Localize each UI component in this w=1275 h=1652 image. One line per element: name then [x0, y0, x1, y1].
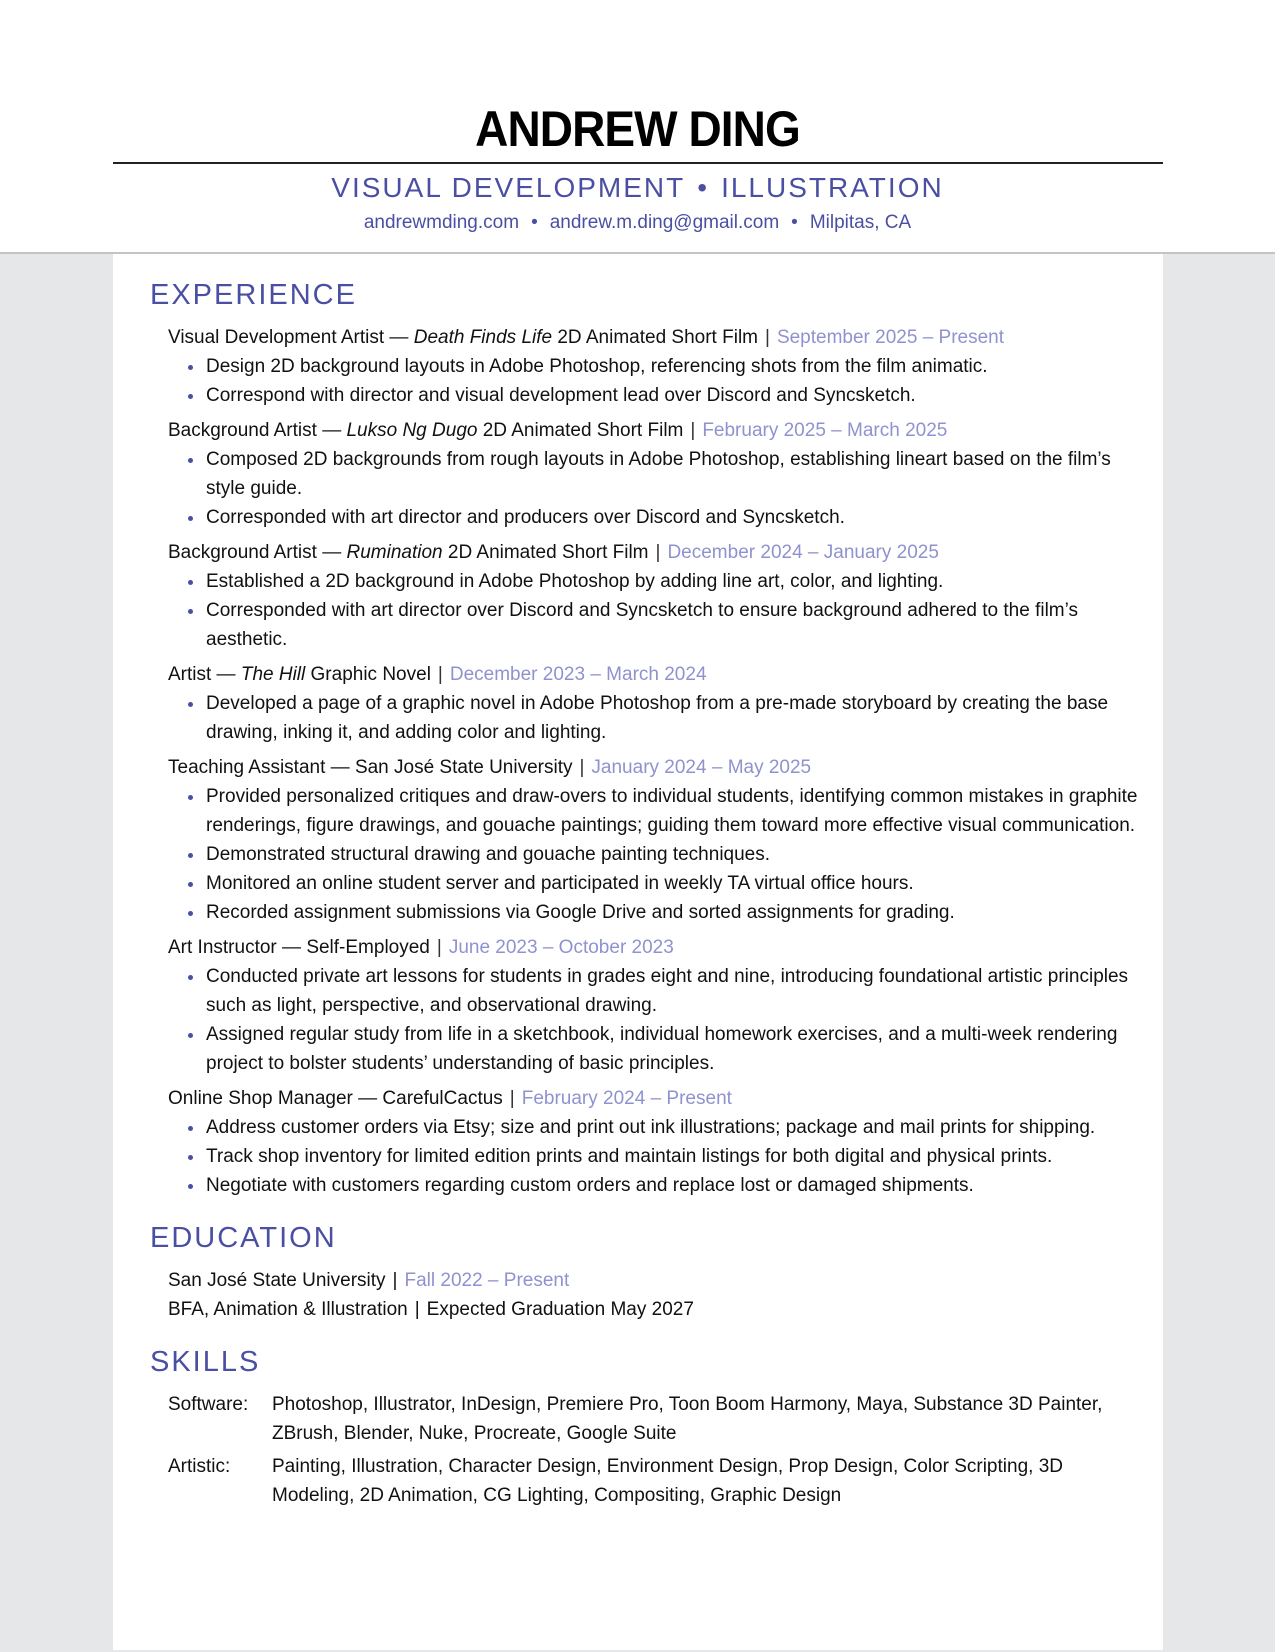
list-item — [188, 689, 1140, 747]
education-section — [150, 1218, 1140, 1324]
job-role: Art Instructor — — [168, 937, 302, 958]
job-role: Teaching Assistant — — [168, 757, 350, 778]
job-organization: San José State University — [354, 757, 573, 778]
job-organization: 2D Animated Short Film — [482, 420, 684, 441]
bullet-dot-icon — [188, 1033, 193, 1038]
role-separator: • — [697, 172, 710, 203]
job-heading — [168, 933, 1140, 962]
job-heading — [168, 1084, 1140, 1113]
experience-section — [150, 275, 1140, 1200]
job-date-range: December 2023 – March 2024 — [449, 664, 707, 685]
bullet-dot-icon — [188, 1184, 193, 1189]
list-item — [188, 962, 1140, 1020]
pipe-separator: | — [765, 327, 770, 348]
bullet-text: Provided personalized critiques and draw-overs to individual students, identifying common mistakes in graphite renderings, figure drawings, and gouache paintings; guiding them toward more effective visual communication. — [206, 786, 1138, 836]
list-item — [188, 445, 1140, 503]
bullet-dot-icon — [188, 795, 193, 800]
job-date-range: September 2025 – Present — [776, 327, 1005, 348]
pipe-separator: | — [655, 542, 661, 563]
job-entry — [168, 538, 1140, 654]
job-date-range: June 2023 – October 2023 — [448, 937, 674, 958]
pipe-separator: | — [436, 937, 442, 958]
list-item — [188, 503, 1140, 532]
bullet-dot-icon — [188, 394, 193, 399]
bullet-text: Conducted private art lessons for students in grades eight and nine, introducing foundational artistic principles such as light, perspective, and observational drawing. — [206, 966, 1129, 1016]
job-entry — [168, 323, 1140, 410]
bullet-text: Negotiate with customers regarding custom orders and replace lost or damaged shipments. — [206, 1175, 974, 1196]
job-entry — [168, 416, 1140, 532]
bullet-text: Corresponded with art director and producers over Discord and Syncsketch. — [206, 507, 845, 528]
job-project-title: Death Finds Life — [413, 327, 553, 348]
list-item — [188, 1142, 1140, 1171]
list-item — [188, 782, 1140, 840]
skill-value: Painting, Illustration, Character Design, Environment Design, Prop Design, Color Scripting, 3D Modeling, 2D Animation, CG Lighting, Compositing, Graphic Design — [272, 1456, 1063, 1506]
job-heading — [168, 416, 1140, 445]
job-project-title: The Hill — [240, 664, 306, 685]
bullet-dot-icon — [188, 1155, 193, 1160]
skill-row-artistic — [168, 1452, 1140, 1510]
job-bullet-list — [168, 962, 1140, 1078]
bullet-text: Developed a page of a graphic novel in Adobe Photoshop from a pre-made storyboard by creating the base drawing, inking it, and adding color and lighting. — [206, 693, 1109, 743]
job-heading — [168, 660, 1140, 689]
bullet-text: Established a 2D background in Adobe Photoshop by adding line art, color, and lighting. — [206, 571, 944, 592]
bullet-text: Corresponded with art director over Discord and Syncsketch to ensure background adhered to the film’s aesthetic. — [206, 600, 1078, 650]
pipe-separator: | — [690, 420, 696, 441]
bullet-dot-icon — [188, 702, 193, 707]
job-date-range: February 2024 – Present — [521, 1088, 732, 1109]
job-entry — [168, 1084, 1140, 1200]
bullet-text: Composed 2D backgrounds from rough layouts in Adobe Photoshop, establishing lineart based on the film’s style guide. — [206, 449, 1111, 499]
name-divider — [113, 162, 1163, 164]
job-organization: 2D Animated Short Film — [447, 542, 649, 563]
section-title-experience: EXPERIENCE — [150, 279, 357, 311]
job-bullet-list — [168, 352, 1140, 410]
job-heading — [168, 323, 1140, 352]
skill-label: Artistic: — [168, 1456, 231, 1477]
list-item — [188, 381, 1140, 410]
bullet-dot-icon — [188, 882, 193, 887]
contact-line — [0, 212, 1275, 234]
bullet-dot-icon — [188, 365, 193, 370]
job-bullet-list — [168, 782, 1140, 927]
job-organization: Graphic Novel — [310, 664, 431, 685]
pipe-separator: | — [437, 664, 443, 685]
skill-row-software — [168, 1390, 1140, 1448]
candidate-name: ANDREW DING — [475, 101, 800, 157]
email-link[interactable]: andrew.m.ding@gmail.com — [549, 212, 780, 233]
job-role: Visual Development Artist — — [168, 327, 409, 348]
job-heading — [168, 753, 1140, 782]
list-item — [188, 596, 1140, 654]
list-item — [188, 352, 1140, 381]
job-role: Background Artist — — [168, 420, 342, 441]
job-bullet-list — [168, 567, 1140, 654]
job-bullet-list — [168, 689, 1140, 747]
bullet-dot-icon — [188, 458, 193, 463]
job-date-range: December 2024 – January 2025 — [667, 542, 939, 563]
bullet-dot-icon — [188, 975, 193, 980]
bullet-text: Track shop inventory for limited edition prints and maintain listings for both digital and physical prints. — [206, 1146, 1053, 1167]
role-visual-development: VISUAL DEVELOPMENT — [331, 172, 686, 203]
job-bullet-list — [168, 1113, 1140, 1200]
skill-value: Photoshop, Illustrator, InDesign, Premiere Pro, Toon Boom Harmony, Maya, Substance 3D Painter, ZBrush, Blender, Nuke, Procreate, Google Suite — [272, 1394, 1103, 1444]
job-project-title: Lukso Ng Dugo — [346, 420, 478, 441]
job-list — [150, 323, 1140, 1200]
website-link[interactable]: andrewmding.com — [363, 212, 520, 233]
bullet-dot-icon — [188, 911, 193, 916]
job-organization: CarefulCactus — [382, 1088, 503, 1109]
role-line — [0, 172, 1275, 204]
list-item — [188, 1113, 1140, 1142]
education-degree-line — [168, 1295, 1140, 1324]
job-organization: 2D Animated Short Film — [557, 327, 758, 348]
section-title-education: EDUCATION — [150, 1222, 337, 1254]
job-date-range: February 2025 – March 2025 — [702, 420, 948, 441]
graduation: Expected Graduation May 2027 — [426, 1299, 694, 1320]
pipe-separator: | — [579, 757, 585, 778]
bullet-dot-icon — [188, 580, 193, 585]
bullet-text: Demonstrated structural drawing and gouache painting techniques. — [206, 844, 771, 865]
job-role: Artist — — [168, 664, 236, 685]
pipe-separator: | — [414, 1299, 420, 1320]
role-illustration: ILLUSTRATION — [721, 172, 944, 203]
job-entry — [168, 660, 1140, 747]
list-item — [188, 869, 1140, 898]
list-item — [188, 1020, 1140, 1078]
resume-body — [150, 275, 1140, 1528]
job-entry — [168, 753, 1140, 927]
job-role: Online Shop Manager — — [168, 1088, 378, 1109]
bullet-text: Address customer orders via Etsy; size and print out ink illustrations; package and mail prints for shipping. — [206, 1117, 1096, 1138]
degree: BFA, Animation & Illustration — [168, 1299, 408, 1320]
list-item — [188, 1171, 1140, 1200]
job-heading — [168, 538, 1140, 567]
job-role: Background Artist — — [168, 542, 342, 563]
contact-separator: • — [531, 212, 538, 233]
list-item — [188, 840, 1140, 869]
skills-section — [150, 1342, 1140, 1510]
bullet-text: Design 2D background layouts in Adobe Photoshop, referencing shots from the film animatic. — [206, 356, 988, 377]
bullet-text: Correspond with director and visual development lead over Discord and Syncsketch. — [206, 385, 916, 406]
skill-label: Software: — [168, 1394, 249, 1415]
school-name: San José State University — [168, 1270, 386, 1291]
job-organization: Self-Employed — [306, 937, 430, 958]
pipe-separator: | — [392, 1270, 398, 1291]
job-entry — [168, 933, 1140, 1078]
section-title-skills: SKILLS — [150, 1346, 261, 1378]
bullet-dot-icon — [188, 516, 193, 521]
bullet-text: Assigned regular study from life in a sketchbook, individual homework exercises, and a multi-week rendering project to bolster students’ understanding of basic principles. — [206, 1024, 1118, 1074]
job-bullet-list — [168, 445, 1140, 532]
list-item — [188, 898, 1140, 927]
bullet-dot-icon — [188, 853, 193, 858]
education-date: Fall 2022 – Present — [404, 1270, 570, 1291]
bullet-dot-icon — [188, 609, 193, 614]
education-school-line — [168, 1266, 1140, 1295]
job-project-title: Rumination — [346, 542, 443, 563]
bullet-text: Recorded assignment submissions via Google Drive and sorted assignments for grading. — [206, 902, 955, 923]
location: Milpitas, CA — [809, 212, 912, 233]
contact-separator: • — [791, 212, 798, 233]
bullet-text: Monitored an online student server and participated in weekly TA virtual office hours. — [206, 873, 914, 894]
bullet-dot-icon — [188, 1126, 193, 1131]
list-item — [188, 567, 1140, 596]
pipe-separator: | — [509, 1088, 515, 1109]
job-date-range: January 2024 – May 2025 — [591, 757, 812, 778]
